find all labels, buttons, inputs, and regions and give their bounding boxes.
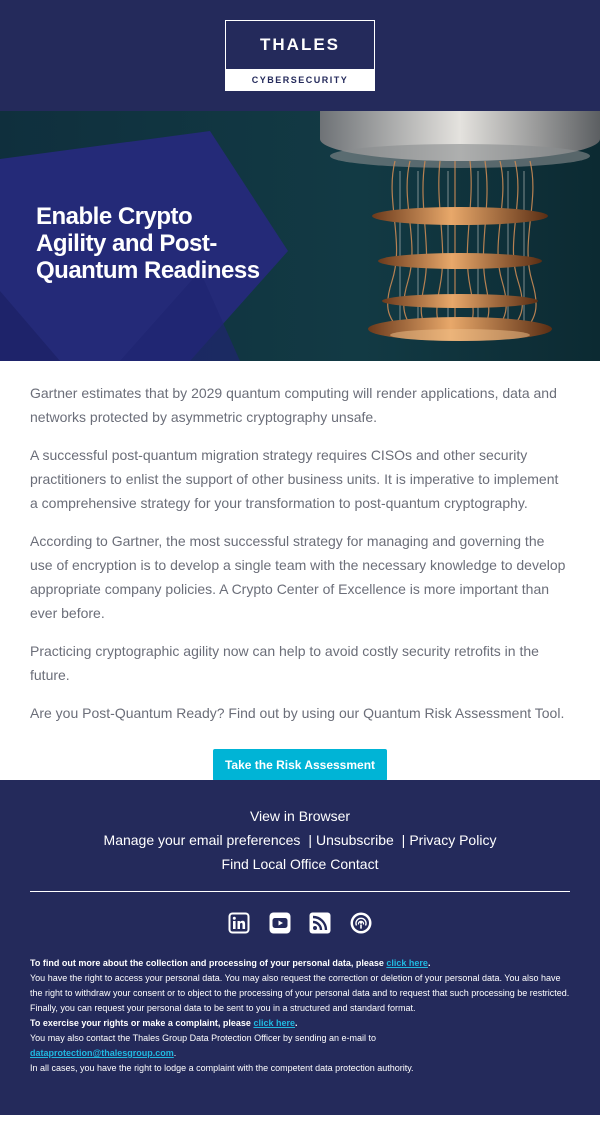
body-paragraph: Gartner estimates that by 2029 quantum computing will render applications, data and networks protected by asymmetric cryptography unsafe. xyxy=(30,385,557,425)
legal-complaint-text: In all cases, you have the right to lodge a complaint with the competent data protection authority. xyxy=(30,1063,414,1073)
body-paragraph: According to Gartner, the most successful strategy for managing and governing the use of encryption is to develop a single team with the necessary knowledge to develop appropriate company policies. A Crypto Center of Excellence is more important than ever before. xyxy=(30,533,566,621)
footer-links xyxy=(0,780,600,876)
link-separator: | xyxy=(401,832,406,848)
dataprotection-email-link[interactable]: dataprotection@thalesgroup.com xyxy=(30,1048,174,1058)
logo-subline xyxy=(225,69,375,91)
legal-exercise-rights: To exercise your rights or make a complaint, please xyxy=(30,1018,251,1028)
body-paragraph: Are you Post-Quantum Ready? Find out by using our Quantum Risk Assessment Tool. xyxy=(30,705,565,721)
body-paragraph: A successful post-quantum migration strategy requires CISOs and other security practitioners to enlist the support of other business units. It is imperative to implement a comprehensive strategy for your transformation to post-quantum cryptography. xyxy=(30,447,559,511)
cta-container xyxy=(30,749,570,781)
link-separator: | xyxy=(308,832,312,848)
manage-preferences-link[interactable]: Manage your email preferences xyxy=(103,832,301,848)
rss-icon[interactable] xyxy=(309,912,331,934)
unsubscribe-link[interactable]: Unsubscribe xyxy=(315,832,394,848)
logo-wordmark xyxy=(225,20,375,69)
hero-title xyxy=(36,203,260,284)
hero-title-line: Enable Crypto xyxy=(36,203,193,230)
legal-punctuation: . xyxy=(173,1048,177,1058)
logo-brand-name: THALES xyxy=(260,35,340,54)
legal-punctuation: . xyxy=(294,1018,298,1028)
podcast-icon[interactable] xyxy=(350,912,372,934)
exercise-rights-click-here-link[interactable]: click here xyxy=(253,1018,295,1028)
take-risk-assessment-button[interactable]: Take the Risk Assessment xyxy=(213,749,387,781)
find-local-office-link[interactable]: Find Local Office Contact xyxy=(221,856,379,872)
privacy-policy-link[interactable]: Privacy Policy xyxy=(409,832,497,848)
hero-banner xyxy=(0,111,600,361)
footer-divider xyxy=(30,891,570,892)
youtube-icon[interactable] xyxy=(269,912,291,934)
social-links xyxy=(0,912,600,936)
legal-notice xyxy=(30,956,570,1076)
legal-intro: To find out more about the collection and processing of your personal data, please xyxy=(30,958,384,968)
thales-logo[interactable] xyxy=(225,20,375,91)
personal-data-click-here-link[interactable]: click here xyxy=(386,958,428,968)
legal-rights-text: You have the right to access your personal data. You may also request the correction or deletion of your personal data. You also have the right to withdraw your consent or to object to the processing of your personal data and to request that such processing be restricted. Finally, you can request your personal data to be sent to you in a structured and standard format. xyxy=(30,973,570,1013)
legal-dpo-text: You may also contact the Thales Group Data Protection Officer by sending an e-mail to xyxy=(30,1033,377,1043)
linkedin-icon[interactable] xyxy=(228,912,250,934)
hero-title-line: Agility and Post- xyxy=(36,230,217,257)
legal-punctuation: . xyxy=(427,958,431,968)
logo-division: CYBERSECURITY xyxy=(251,75,349,85)
view-in-browser-link[interactable]: View in Browser xyxy=(249,808,351,824)
email-footer xyxy=(0,780,600,1115)
email-header xyxy=(0,0,600,111)
hero-title-line: Quantum Readiness xyxy=(36,257,260,284)
body-paragraph: Practicing cryptographic agility now can help to avoid costly security retrofits in the future. xyxy=(30,643,539,683)
email-body xyxy=(0,361,600,780)
